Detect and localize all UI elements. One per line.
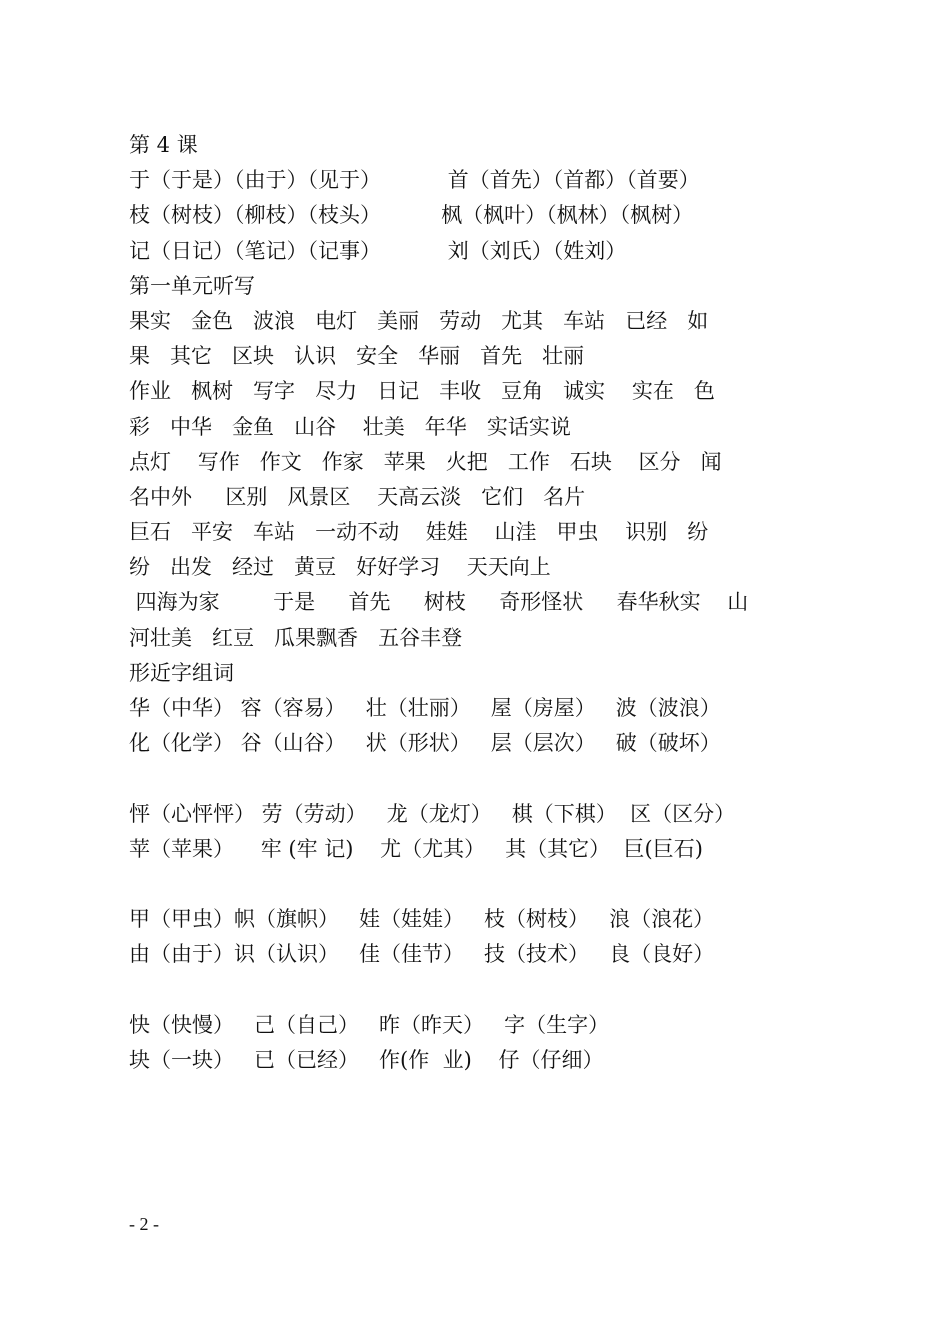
section-heading-dictation: 第一单元听写 — [129, 273, 255, 298]
blank-line — [129, 973, 822, 1008]
similar-character-line: 甲（甲虫）帜（旗帜） 娃（娃娃） 枝（树枝） 浪（浪花） — [129, 907, 715, 932]
dictation-line: 纷 出发 经过 黄豆 好好学习 天天向上 — [129, 555, 551, 580]
dictation-line: 果实 金色 波浪 电灯 美丽 劳动 尤其 车站 已经 如 — [129, 308, 709, 333]
dictation-line: 名中外 区别 风景区 天高云淡 它们 名片 — [129, 484, 586, 509]
similar-character-line: 块（一块） 已（已经） 作(作 业) 仔（仔细） — [129, 1047, 604, 1072]
similar-character-line: 快（快慢） 己（自己） 昨（昨天） 字（生字） — [129, 1012, 610, 1037]
similar-character-line: 由（由于）识（认识） 佳（佳节） 技（技术） 良（良好） — [129, 942, 715, 967]
dictation-line: 河壮美 红豆 瓜果飘香 五谷丰登 — [129, 625, 463, 650]
dictation-line: 作业 枫树 写字 尽力 日记 丰收 豆角 诚实 实在 色 — [129, 379, 715, 404]
blank-line — [129, 761, 822, 796]
word-group-line: 枝（树枝）（柳枝）（枝头） 枫（枫叶）（枫林）（枫树） — [129, 203, 694, 228]
dictation-line: 点灯 写作 作文 作家 苹果 火把 工作 石块 区分 闻 — [129, 449, 722, 474]
section-heading-similar-characters: 形近字组词 — [129, 660, 234, 685]
page-number: - 2 - — [129, 1214, 159, 1234]
word-group-line: 于（于是）（由于）（见于） 首（首先）（首都）（首要） — [129, 168, 700, 193]
similar-character-line: 华（中华） 容（容易） 壮（壮丽） 屋（房屋） 波（波浪） — [129, 696, 721, 720]
dictation-line: 四海为家 于是 首先 树枝 奇形怪状 春华秋实 山 — [129, 590, 749, 615]
word-group-line: 记（日记）（笔记）（记事） 刘（刘氏）（姓刘） — [129, 238, 627, 263]
dictation-line: 果 其它 区块 认识 安全 华丽 首先 壮丽 — [129, 344, 585, 369]
dictation-line: 巨石 平安 车站 一动不动 娃娃 山洼 甲虫 识别 纷 — [129, 520, 709, 545]
lesson-title: 第 4 课 — [129, 133, 198, 157]
similar-character-line: 苹（苹果） 牢 (牢 记) 尤（尤其） 其（其它） 巨(巨石) — [129, 836, 703, 861]
dictation-line: 彩 中华 金鱼 山谷 壮美 年华 实话实说 — [129, 414, 571, 439]
blank-line — [129, 867, 822, 902]
page-content — [129, 128, 822, 1078]
similar-character-line: 化（化学） 谷（山谷） 状（形状） 层（层次） 破（破坏） — [129, 731, 721, 756]
similar-character-line: 怦（心怦怦） 劳（劳动） 龙（龙灯） 棋（下棋） 区（区分） — [129, 801, 736, 826]
